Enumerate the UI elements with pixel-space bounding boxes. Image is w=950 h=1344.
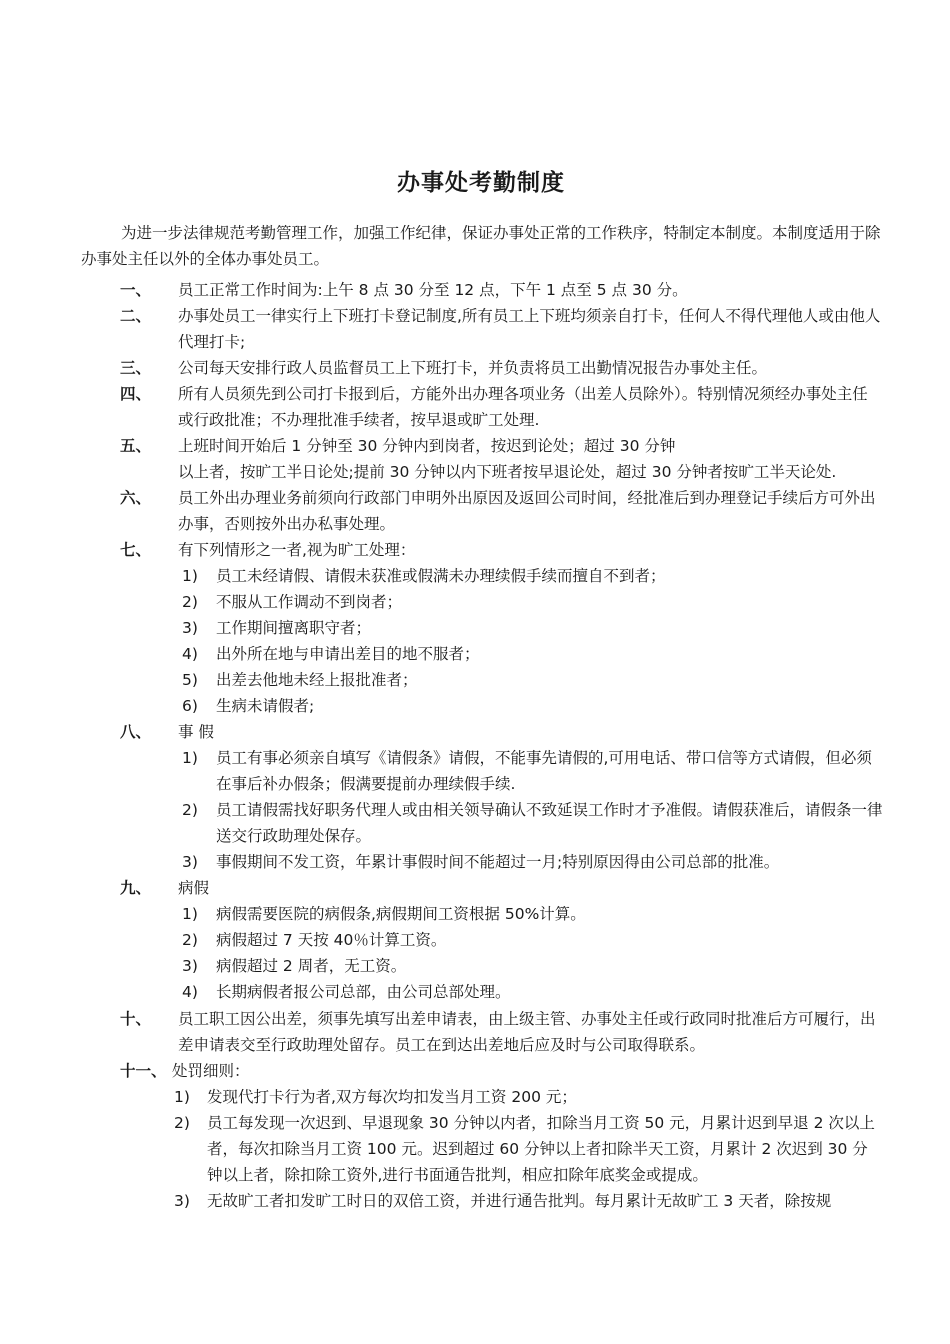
sub-item-text: 员工未经请假、请假未获准或假满未办理续假手续而擅自不到者； — [216, 567, 666, 585]
sub-item-text: 生病未请假者; — [216, 697, 315, 715]
rule-text: 上班时间开始后 1 分钟至 30 分钟内到岗者，按迟到论处；超过 30 分钟 — [178, 437, 676, 455]
rule-text: 员工外出办理业务前须向行政部门申明外出原因及返回公司时间，经批准后到办理登记手续后方可外出办事，否则按外出办私事处理。 — [178, 489, 876, 533]
sub-item-text: 员工有事必须亲自填写《请假条》请假，不能事先请假的,可用电话、带口信等方式请假，但必须在事后补办假条；假满要提前办理续假手续. — [216, 749, 872, 793]
intro-paragraph — [81, 220, 881, 272]
rule-number: 三、 — [120, 359, 152, 377]
sub-item-number: 6) — [182, 697, 198, 715]
rule-text: 病假 — [178, 879, 210, 897]
rule-text: 所有人员须先到公司打卡报到后，方能外出办理各项业务（出差人员除外）。特别情况须经办事处主任或行政批准；不办理批准手续者，按早退或旷工处理. — [178, 385, 868, 429]
rule-number: 八、 — [120, 723, 152, 741]
sub-item-text: 出差去他地未经上报批准者； — [216, 671, 418, 689]
sub-item-number: 5) — [182, 671, 198, 689]
rule-text: 办事处员工一律实行上下班打卡登记制度,所有员工上下班均须亲自打卡，任何人不得代理他人或由他人代理打卡; — [178, 307, 881, 351]
sub-item-text: 病假需要医院的病假条,病假期间工资根据 50%计算。 — [216, 905, 586, 923]
sub-item-number: 2) — [182, 593, 198, 611]
sub-item-number: 2) — [174, 1114, 190, 1132]
rule-text: 事 假 — [178, 723, 214, 741]
sub-item-number: 3) — [182, 957, 198, 975]
sub-item-number: 2) — [182, 801, 198, 819]
sub-item-text: 事假期间不发工资，年累计事假时间不能超过一月;特别原因得由公司总部的批准。 — [216, 853, 780, 871]
sub-item-text: 发现代打卡行为者,双方每次均扣发当月工资 200 元； — [207, 1088, 577, 1106]
rule-number: 一、 — [120, 281, 152, 299]
rule-number: 十一、 — [120, 1062, 167, 1080]
sub-item-text: 工作期间擅离职守者； — [216, 619, 372, 637]
rule-text: 员工职工因公出差，须事先填写出差申请表，由上级主管、办事处主任或行政同时批准后方可履行，出差申请表交至行政助理处留存。员工在到达出差地后应及时与公司取得联系。 — [178, 1010, 876, 1054]
rule-number: 五、 — [120, 437, 152, 455]
rule-number: 四、 — [120, 385, 152, 403]
rule-number: 二、 — [120, 307, 152, 325]
rule-number: 七、 — [120, 541, 152, 559]
sub-item-text: 病假超过 7 天按 40％计算工资。 — [216, 931, 447, 949]
sub-item-number: 1) — [174, 1088, 190, 1106]
sub-item-number: 2) — [182, 931, 198, 949]
rule-text: 公司每天安排行政人员监督员工上下班打卡，并负责将员工出勤情况报告办事处主任。 — [178, 359, 768, 377]
sub-item-number: 4) — [182, 983, 198, 1001]
sub-item-number: 1) — [182, 567, 198, 585]
rule-text: 处罚细则： — [172, 1062, 250, 1080]
rule-number: 十、 — [120, 1010, 152, 1028]
sub-item-text: 员工每发现一次迟到、早退现象 30 分钟以内者，扣除当月工资 50 元，月累计迟到早退 2 次以上者，每次扣除当月工资 100 元。迟到超过 60 分钟以上者扣除半天工资，月累计 2 次迟到 30 分钟以上者，除扣除工资外,进行书面通告批判，相应扣除年底奖金或提成。 — [207, 1114, 875, 1184]
rule-text-continued: 以上者，按旷工半日论处;提前 30 分钟以内下班者按早退论处，超过 30 分钟者按旷工半天论处. — [178, 463, 837, 481]
document-title: 办事处考勤制度 — [397, 170, 565, 196]
sub-item-number: 1) — [182, 905, 198, 923]
sub-item-number: 3) — [182, 619, 198, 637]
sub-item-number: 3) — [182, 853, 198, 871]
sub-item-number: 1) — [182, 749, 198, 767]
sub-item-text: 不服从工作调动不到岗者； — [216, 593, 403, 611]
intro-text: 为进一步法律规范考勤管理工作，加强工作纪律，保证办事处正常的工作秩序，特制定本制度。本制度适用于除办事处主任以外的全体办事处员工。 — [81, 224, 881, 268]
sub-item-text: 长期病假者报公司总部，由公司总部处理。 — [216, 983, 511, 1001]
sub-item-text: 出外所在地与申请出差目的地不服者； — [216, 645, 480, 663]
rule-number: 六、 — [120, 489, 152, 507]
sub-item-number: 4) — [182, 645, 198, 663]
rule-text: 有下列情形之一者,视为旷工处理： — [178, 541, 416, 559]
sub-item-number: 3) — [174, 1192, 190, 1210]
sub-item-text: 病假超过 2 周者，无工资。 — [216, 957, 407, 975]
sub-item-text: 无故旷工者扣发旷工时日的双倍工资，并进行通告批判。每月累计无故旷工 3 天者，除按规 — [207, 1192, 832, 1210]
rule-text: 员工正常工作时间为:上午 8 点 30 分至 12 点，下午 1 点至 5 点 30 分。 — [178, 281, 688, 299]
rule-number: 九、 — [120, 879, 152, 897]
sub-item-text: 员工请假需找好职务代理人或由相关领导确认不致延误工作时才予准假。请假获准后，请假条一律送交行政助理处保存。 — [216, 801, 883, 845]
